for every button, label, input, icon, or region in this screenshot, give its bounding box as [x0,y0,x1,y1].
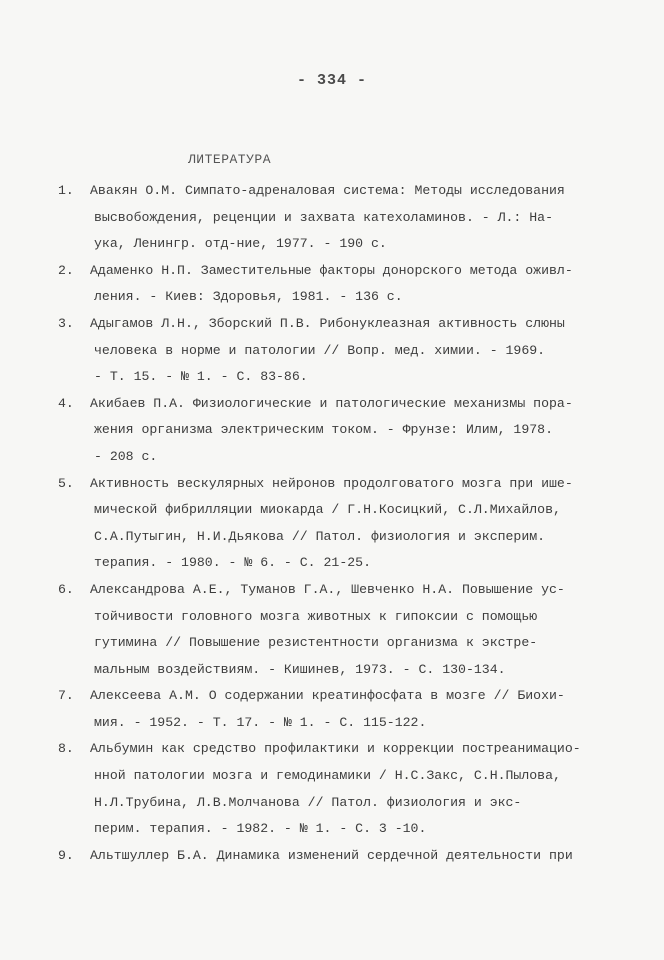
reference-number: 2. [58,262,74,278]
reference-line [58,231,618,258]
reference-number: 9. [58,847,74,863]
reference-text: жения организма электрическим током. - Фрунзе: Илим, 1978. [94,422,553,438]
reference-line [58,550,618,577]
reference-text: ука, Ленингр. отд-ние, 1977. - 190 с. [94,236,387,252]
page-number: - 334 - [296,72,367,89]
reference-text: человека в норме и патологии // Вопр. мед. химии. - 1969. [94,342,546,358]
reference-entry [58,391,618,471]
reference-entry [58,843,618,870]
reference-line [58,444,618,471]
reference-text: - 208 с. [94,448,158,464]
reference-text: тойчивости головного мозга животных к гипоксии с помощью [94,608,538,624]
reference-text: Альбумин как средство профилактики и коррекции постреанимацио- [90,741,581,757]
reference-entry [58,577,618,683]
reference-line [58,763,618,790]
reference-list [58,178,618,869]
bibliography-heading: ЛИТЕРАТУРА [188,152,272,167]
reference-text: гутимина // Повышение резистентности организма к экстре- [94,635,538,651]
reference-number: 8. [58,741,74,757]
reference-line [58,790,618,817]
reference-line [58,816,618,843]
reference-entry [58,683,618,736]
reference-text: нной патологии мозга и гемодинамики / Н.С.Закс, С.Н.Пылова, [94,768,561,784]
reference-line [58,736,618,763]
reference-line [58,391,618,418]
reference-text: высвобождения, реценции и захвата катехоламинов. - Л.: На- [94,209,553,225]
reference-text: Н.Л.Трубина, Л.В.Молчанова // Патол. физиология и экс- [94,794,522,810]
reference-text: мальным воздействиям. - Кишинев, 1973. - С. 130-134. [94,661,506,677]
reference-text: Адыгамов Л.Н., Зборский П.В. Рибонуклеазная активность слюны [90,315,565,331]
reference-line [58,471,618,498]
reference-text: Акибаев П.А. Физиологические и патологические механизмы пора- [90,395,573,411]
reference-number: 3. [58,315,74,331]
reference-text: мической фибрилляции миокарда / Г.Н.Косицкий, С.Л.Михайлов, [94,502,561,518]
reference-text: Альтшуллер Б.А. Динамика изменений сердечной деятельности при [90,847,573,863]
reference-line [58,843,618,870]
reference-line [58,417,618,444]
reference-line [58,683,618,710]
reference-text: ления. - Киев: Здоровья, 1981. - 136 с. [94,289,403,305]
reference-entry [58,178,618,258]
reference-entry [58,258,618,311]
reference-line [58,577,618,604]
reference-line [58,338,618,365]
reference-line [58,205,618,232]
reference-text: Адаменко Н.П. Заместительные факторы донорского метода оживл- [90,262,573,278]
reference-line [58,497,618,524]
reference-line [58,284,618,311]
reference-text: мия. - 1952. - Т. 17. - № 1. - С. 115-122. [94,714,427,730]
reference-number: 1. [58,183,74,198]
reference-line [58,524,618,551]
reference-number: 4. [58,395,74,411]
reference-text: Авакян О.М. Симпато-адреналовая система: Методы исследования [90,183,565,198]
reference-text: Активность вескулярных нейронов продолговатого мозга при ише- [90,475,573,491]
reference-line [58,710,618,737]
reference-entry [58,311,618,391]
reference-text: Александрова А.Е., Туманов Г.А., Шевченко Н.А. Повышение ус- [90,581,565,597]
reference-line [58,630,618,657]
reference-line [58,258,618,285]
reference-number: 7. [58,688,74,704]
reference-number: 5. [58,475,74,491]
reference-text: терапия. - 1980. - № 6. - С. 21-25. [94,555,371,571]
reference-line [58,604,618,631]
reference-entry [58,471,618,577]
reference-entry [58,736,618,842]
reference-line [58,178,618,205]
reference-line [58,311,618,338]
reference-line [58,657,618,684]
reference-line [58,364,618,391]
reference-text: - Т. 15. - № 1. - С. 83-86. [94,369,308,385]
reference-number: 6. [58,581,74,597]
reference-text: перим. терапия. - 1982. - № 1. - С. 3 -10. [94,821,427,837]
reference-text: С.А.Путыгин, Н.И.Дьякова // Патол. физиология и эксперим. [94,528,546,544]
reference-text: Алексеева А.М. О содержании креатинфосфата в мозге // Биохи- [90,688,565,704]
